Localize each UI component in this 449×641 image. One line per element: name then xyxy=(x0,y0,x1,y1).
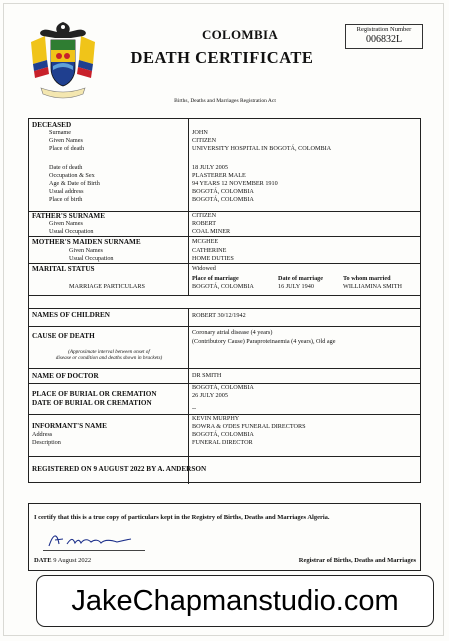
mother-occupation-value: HOME DUTIES xyxy=(192,255,234,262)
date-of-death-label: Date of death xyxy=(49,164,83,171)
registration-label: Registration Number xyxy=(356,26,412,33)
informant-description-value: FUNERAL DIRECTOR xyxy=(192,439,253,446)
document-title: DEATH CERTIFICATE xyxy=(130,48,314,67)
mother-occupation-label: Usual Occupation xyxy=(69,255,114,262)
burial-extra-value: -- xyxy=(192,405,197,412)
usual-address-label: Usual address xyxy=(49,188,84,195)
place-of-death-value: UNIVERSITY HOSPITAL IN BOGOTÁ, COLOMBIA xyxy=(192,145,332,152)
given-names-value: CITIZEN xyxy=(192,137,217,144)
cause-line2: (Contributory Cause) Paraproteinaemia (4 years), Old age xyxy=(192,338,336,345)
father-heading: FATHER'S SURNAME xyxy=(32,212,106,220)
age-dob-value: 94 YEARS 12 NOVEMBER 1910 xyxy=(192,180,278,187)
certification-date-row xyxy=(34,557,91,564)
watermark-banner: JakeChapmanstudio.com xyxy=(36,575,434,627)
informant-name-value: KEVIN MURPHY xyxy=(192,415,240,422)
marriage-place-value: BOGOTÁ, COLOMBIA xyxy=(192,283,254,290)
doctor-heading: NAME OF DOCTOR xyxy=(32,372,99,380)
place-of-death-label: Place of death xyxy=(49,145,85,152)
signature-line xyxy=(43,550,145,551)
marital-status-value: Widowed xyxy=(192,265,216,272)
married-to-header: To whom married xyxy=(343,275,391,282)
occupation-sex-label: Occupation & Sex xyxy=(49,172,95,179)
coat-of-arms-icon xyxy=(27,20,99,102)
date-label: DATE xyxy=(34,557,52,564)
mother-surname-value: MCGHEE xyxy=(192,238,219,245)
signature xyxy=(45,530,135,550)
burial-date-heading: DATE OF BURIAL OR CREMATION xyxy=(32,399,152,407)
informant-description-label: Description xyxy=(32,439,61,446)
mother-heading: MOTHER'S MAIDEN SURNAME xyxy=(32,238,141,246)
cause-note-line2: disease or condition and deaths shown in brackets) xyxy=(55,355,163,361)
surname-value: JOHN xyxy=(192,129,208,136)
registered-line: REGISTERED ON 9 AUGUST 2022 BY A. ANDERSON xyxy=(32,465,207,473)
children-heading: NAMES OF CHILDREN xyxy=(32,311,111,319)
registration-act: Births, Deaths and Marriages Registration Act xyxy=(174,98,276,104)
date-of-death-value: 18 JULY 2005 xyxy=(192,164,228,171)
father-surname-value: CITIZEN xyxy=(192,212,217,219)
marriage-date-value: 16 JULY 1940 xyxy=(278,283,314,290)
mother-given-value: CATHERINE xyxy=(192,247,227,254)
place-of-birth-value: BOGOTÁ, COLOMBIA xyxy=(192,196,254,203)
cause-heading: CAUSE OF DEATH xyxy=(32,332,95,340)
surname-label: Surname xyxy=(49,129,71,136)
place-of-birth-label: Place of birth xyxy=(49,196,83,203)
father-given-value: ROBERT xyxy=(192,220,217,227)
certification-statement: I certify that this is a true copy of particulars kept in the Registry of Births, Deaths and Marriages Algeria. xyxy=(34,514,330,521)
marriage-date-header: Date of marriage xyxy=(278,275,324,282)
country-name: COLOMBIA xyxy=(201,27,279,42)
mother-given-label: Given Names xyxy=(69,247,103,254)
marital-heading: MARITAL STATUS xyxy=(32,265,95,273)
certification-date: 9 August 2022 xyxy=(53,557,92,564)
burial-place-value: BOGOTÁ, COLOMBIA xyxy=(192,384,254,391)
father-occupation-value: COAL MINER xyxy=(192,228,231,235)
informant-address-value: BOGOTÁ, COLOMBIA xyxy=(192,431,254,438)
registrar-title: Registrar of Births, Deaths and Marriages xyxy=(298,557,416,564)
certificate-form xyxy=(28,118,421,483)
informant-address-label: Address xyxy=(32,431,53,438)
married-to-value: WILLIAMINA SMITH xyxy=(343,283,402,290)
father-given-label: Given Names xyxy=(49,220,83,227)
informant-heading: INFORMANT'S NAME xyxy=(32,422,107,430)
doctor-value: DR SMITH xyxy=(192,372,222,379)
registration-box xyxy=(345,24,423,49)
informant-company-value: BOWRA & O'DES FUNERAL DIRECTORS xyxy=(192,423,306,430)
marriage-particulars-label: MARRIAGE PARTICULARS xyxy=(69,283,145,290)
marriage-place-header: Place of marriage xyxy=(192,275,239,282)
father-occupation-label: Usual Occupation xyxy=(49,228,94,235)
children-value: ROBERT 30/12/1942 xyxy=(192,312,246,319)
burial-date-value: 26 JULY 2005 xyxy=(192,392,228,399)
registration-number: 006832L xyxy=(365,34,403,45)
cause-line1: Coronary atrial disease (4 years) xyxy=(192,329,273,336)
given-names-label: Given Names xyxy=(49,137,83,144)
usual-address-value: BOGOTÁ, COLOMBIA xyxy=(192,188,254,195)
cause-note-line1: (Approximate interval between onset of xyxy=(68,349,150,355)
deceased-heading: DECEASED xyxy=(32,121,72,129)
occupation-sex-value: PLASTERER MALE xyxy=(192,172,246,179)
age-dob-label: Age & Date of Birth xyxy=(49,180,100,187)
certification-box xyxy=(28,503,421,571)
burial-place-heading: PLACE OF BURIAL OR CREMATION xyxy=(32,390,157,398)
